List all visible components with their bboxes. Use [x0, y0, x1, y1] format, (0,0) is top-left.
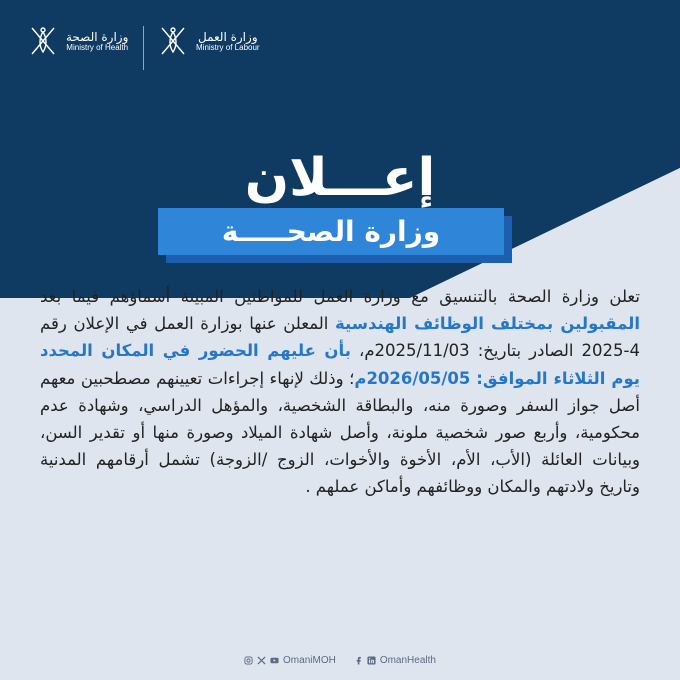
logo-divider — [143, 26, 144, 70]
health-english-name: Ministry of Health — [66, 43, 129, 53]
health-arabic-name: وزارة الصحة — [66, 30, 129, 44]
banner-subtitle: وزارة الصحـــــة — [221, 215, 441, 248]
social-footer — [0, 655, 680, 666]
ministry-of-health-logo — [28, 24, 128, 60]
social-group-1 — [244, 655, 336, 666]
instagram-icon[interactable] — [244, 656, 253, 665]
khanjar-emblem-icon — [158, 24, 188, 60]
body-part-3: المعلن عنها بوزارة العمل في الإعلان رقم 4-2025 الصادر بتاريخ: 2025/11/03م، — [40, 314, 640, 361]
social-handle-health[interactable]: OmanHealth — [379, 655, 436, 666]
body-highlight-jobs: المقبولين بمختلف الوظائف الهندسية — [335, 314, 640, 334]
social-handle-moh[interactable]: OmaniMOH — [283, 655, 336, 666]
announcement-body — [40, 283, 640, 501]
khanjar-emblem-icon — [28, 24, 58, 60]
labour-english-name: Ministry of Labour — [196, 43, 260, 53]
header-logos — [0, 18, 680, 78]
ministry-of-labour-logo — [158, 24, 260, 60]
body-highlight-date: بأن عليهم الحضور في المكان المحدد يوم الثلاثاء الموافق: 2026/05/05م — [40, 341, 640, 388]
body-part-5: ؛ وذلك لإنهاء إجراءات تعيينهم مصطحبين معهم أصل جواز السفر وصورة منه، والبطاقة الشخصية، والمؤهل الدراسي، وشهادة عدم محكومية، وأربع صور شخصية ملونة، وأصل شهادة الميلاد وصورة منها أو تقدير السن، وبيانات العائلة (الأب، الأم، الأخوة والأخوات، الزوج /الزوجة) تشمل أرقامهم المدنية وتاريخ ولادتهم والمكان ووظائفهم وأماكن عملهم . — [40, 368, 640, 497]
ministry-banner — [158, 208, 512, 263]
x-twitter-icon[interactable] — [257, 656, 266, 665]
labour-arabic-name: وزارة العمل — [197, 30, 258, 44]
youtube-icon[interactable] — [270, 656, 279, 665]
facebook-icon[interactable] — [354, 656, 363, 665]
social-group-2 — [354, 655, 436, 666]
announcement-title: إعـــلان — [244, 148, 436, 208]
linkedin-icon[interactable] — [367, 656, 376, 665]
body-part-1: تعلن وزارة الصحة بالتنسيق مع وزارة العمل للمواطنين المبينة أسماؤهم فيما بعد — [40, 287, 640, 306]
banner-face — [158, 208, 504, 255]
